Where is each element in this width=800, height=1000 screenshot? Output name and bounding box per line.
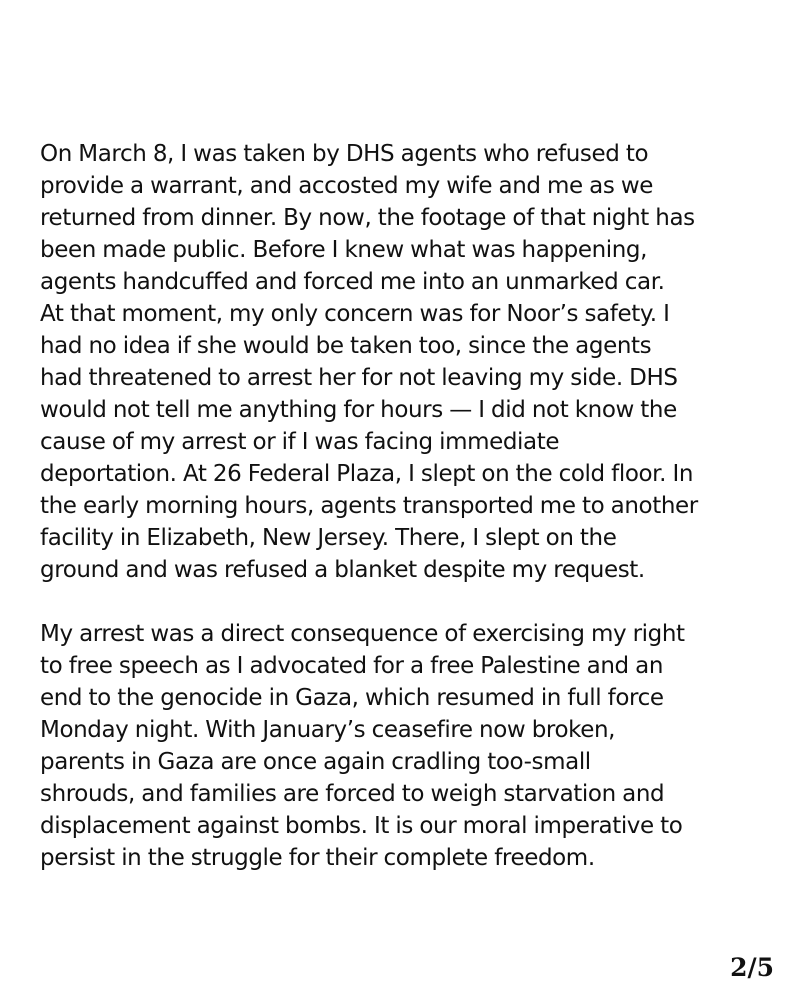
text-line: agents handcuffed and forced me into an unmarked car.: [40, 269, 665, 295]
text-line: been made public. Before I knew what was happening,: [40, 237, 648, 263]
text-line: persist in the struggle for their complete freedom.: [40, 845, 595, 871]
statement-text: [40, 138, 780, 874]
text-line: ground and was refused a blanket despite my request.: [40, 557, 645, 583]
text-line: On March 8, I was taken by DHS agents who refused to: [40, 141, 649, 167]
text-line: displacement against bombs. It is our moral imperative to: [40, 813, 683, 839]
text-line: end to the genocide in Gaza, which resumed in full force: [40, 685, 664, 711]
text-line: cause of my arrest or if I was facing immediate: [40, 429, 560, 455]
text-line: parents in Gaza are once again cradling too-small: [40, 749, 591, 775]
text-line: shrouds, and families are forced to weigh starvation and: [40, 781, 665, 807]
text-line: provide a warrant, and accosted my wife and me as we: [40, 173, 654, 199]
text-line: the early morning hours, agents transported me to another: [40, 493, 698, 519]
text-line: At that moment, my only concern was for Noor’s safety. I: [40, 301, 670, 327]
text-line: would not tell me anything for hours — I did not know the: [40, 397, 677, 423]
text-line: My arrest was a direct consequence of exercising my right: [40, 621, 685, 647]
paragraph-free-speech: [40, 618, 780, 874]
text-line: had no idea if she would be taken too, since the agents: [40, 333, 652, 359]
text-line: deportation. At 26 Federal Plaza, I slept on the cold floor. In: [40, 461, 694, 487]
text-line: to free speech as I advocated for a free Palestine and an: [40, 653, 664, 679]
text-line: Monday night. With January’s ceasefire now broken,: [40, 717, 616, 743]
page-counter: 2/5: [730, 953, 774, 982]
paragraph-arrest-account: [40, 138, 780, 586]
text-line: had threatened to arrest her for not leaving my side. DHS: [40, 365, 678, 391]
text-line: returned from dinner. By now, the footage of that night has: [40, 205, 695, 231]
text-line: facility in Elizabeth, New Jersey. There, I slept on the: [40, 525, 617, 551]
